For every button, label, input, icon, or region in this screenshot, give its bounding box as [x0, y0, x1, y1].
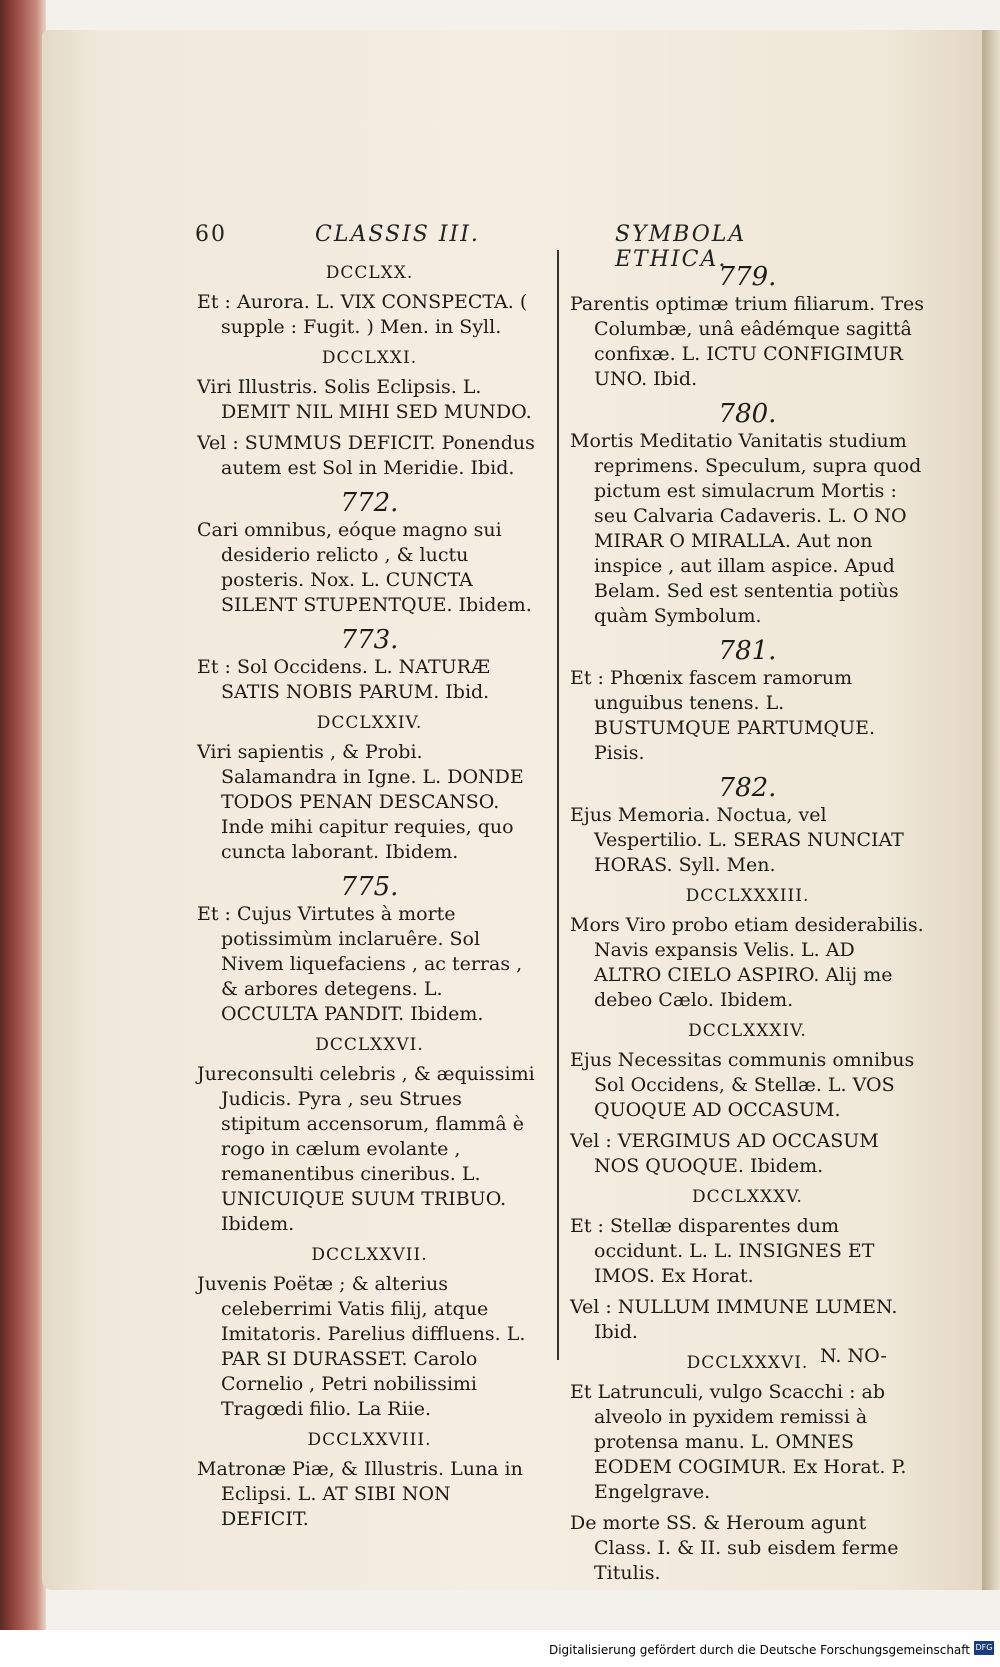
entry-heading: DCCLXX.	[325, 263, 414, 283]
entry	[570, 1511, 925, 1586]
dfg-logo: DFG	[974, 1641, 994, 1655]
footer-credit: Digitalisierung gefördert durch die Deutsche Forschungsgemeinschaft	[548, 1643, 970, 1657]
entry-text: Matronæ Piæ, & Illustris. Luna in Eclipsi. L. AT SIBI NON DEFICIT.	[197, 1458, 523, 1530]
entry	[570, 1019, 925, 1123]
entry-text: Et : Stellæ disparentes dum occidunt. L. L. INSIGNES ET IMOS. Ex Horat.	[570, 1215, 875, 1287]
right-column	[570, 255, 925, 1592]
entry	[197, 1033, 542, 1237]
entry	[570, 262, 925, 392]
header-right-title: SYMBOLA ETHICA.	[615, 222, 747, 272]
entry-heading: 772.	[340, 488, 399, 518]
entry	[570, 1129, 925, 1179]
entry	[197, 1428, 542, 1532]
catchword: N. NO-	[820, 1345, 887, 1367]
entry-text: Vel : NULLUM IMMUNE LUMEN. Ibid.	[570, 1296, 898, 1343]
entry-heading: 782.	[718, 773, 777, 803]
entry-text: Et : Sol Occidens. L. NATURÆ SATIS NOBIS PARUM. Ibid.	[197, 656, 490, 703]
entry	[197, 711, 542, 865]
entry-text: Mortis Meditatio Vanitatis studium reprimens. Speculum, supra quod pictum est simulacrum Mortis : seu Calvaria Cadaveris. L. O NO MIRAR O MIRALLA. Aut non inspice , aut illam aspice. Apud Belam. Sed est sententia potiùs quàm Symbolum.	[570, 430, 922, 627]
entry	[570, 773, 925, 878]
entry-text: Jureconsulti celebris , & æquissimi Judicis. Pyra , seu Strues stipitum accensorum, flammâ è rogo in cælum evolante , remanentibus cineribus. L. UNICUIQUE SUUM TRIBUO. Ibidem.	[197, 1063, 535, 1235]
entry-heading: DCCLXXVIII.	[307, 1430, 432, 1450]
entry	[197, 261, 542, 340]
entry	[197, 346, 542, 425]
entry-text: Et : Cujus Virtutes à morte potissimùm inclaruêre. Sol Nivem liquefaciens , ac terras , & arbores detegens. L. OCCULTA PANDIT. Ibidem.	[197, 903, 523, 1025]
entry-heading: 773.	[340, 625, 399, 655]
entry-text: Ejus Necessitas communis omnibus Sol Occidens, & Stellæ. L. VOS QUOQUE AD OCCASUM.	[570, 1049, 915, 1121]
next-page-edge	[982, 30, 1000, 1590]
entry-heading: DCCLXXXV.	[692, 1187, 803, 1207]
entry	[570, 1185, 925, 1289]
entry-text: Vel : VERGIMUS AD OCCASUM NOS QUOQUE. Ibidem.	[570, 1130, 879, 1177]
entry-heading: DCCLXXI.	[321, 348, 418, 368]
entry	[570, 1351, 925, 1505]
entry-heading: 781.	[718, 636, 777, 666]
column-divider	[557, 250, 559, 1360]
entry-heading: 775.	[340, 872, 399, 902]
entry-heading: 779.	[718, 262, 777, 292]
entry	[197, 625, 542, 705]
header-left-title: CLASSIS III.	[315, 222, 480, 247]
entry	[570, 1295, 925, 1345]
entry-text: Mors Viro probo etiam desiderabilis. Navis expansis Velis. L. AD ALTRO CIELO ASPIRO. Alij me debeo Cælo. Ibidem.	[570, 914, 924, 1011]
entry-heading: DCCLXXXIII.	[685, 886, 810, 906]
entry-text: Viri sapientis , & Probi. Salamandra in Igne. L. DONDE TODOS PENAN DESCANSO. Inde mihi capitur requies, quo cuncta laborant. Ibidem.	[197, 741, 524, 863]
entry-text: De morte SS. & Heroum agunt Class. I. & II. sub eisdem ferme Titulis.	[570, 1512, 899, 1584]
entry-text: Et : Phœnix fascem ramorum unguibus tenens. L. BUSTUMQUE PARTUMQUE. Pisis.	[570, 667, 876, 764]
entry	[197, 1243, 542, 1422]
entry-text: Vel : SUMMUS DEFICIT. Ponendus autem est Sol in Meridie. Ibid.	[197, 432, 535, 479]
entry-heading: DCCLXXXVI.	[686, 1353, 809, 1373]
entry	[197, 872, 542, 1027]
entry-heading: DCCLXXIV.	[316, 713, 423, 733]
entry-text: Juvenis Poëtæ ; & alterius celeberrimi Vatis filij, atque Imitatoris. Parelius diffluens. L. PAR SI DURASSET. Carolo Cornelio , Petri nobilissimi Tragœdi filio. La Riie.	[197, 1273, 526, 1420]
entry	[570, 884, 925, 1013]
book-edge	[0, 0, 46, 1630]
entry-heading: DCCLXXVI.	[315, 1035, 424, 1055]
entry-text: Cari omnibus, eóque magno sui desiderio relicto , & luctu posteris. Nox. L. CUNCTA SILENT STUPENTQUE. Ibidem.	[197, 519, 532, 616]
entry-text: Et Latrunculi, vulgo Scacchi : ab alveolo in pyxidem remissi à protensa manu. L. OMNES EODEM COGIMUR. Ex Horat. P. Engelgrave.	[570, 1381, 907, 1503]
entry	[570, 636, 925, 766]
page-number: 60	[195, 222, 227, 247]
left-column	[197, 255, 542, 1538]
entry-text: Ejus Memoria. Noctua, vel Vespertilio. L. SERAS NUNCIAT HORAS. Syll. Men.	[570, 804, 904, 876]
entry-heading: DCCLXXVII.	[311, 1245, 428, 1265]
entry-text: Et : Aurora. L. VIX CONSPECTA. ( supple : Fugit. ) Men. in Syll.	[197, 291, 528, 338]
entry-heading: 780.	[718, 399, 777, 429]
entry-text: Viri Illustris. Solis Eclipsis. L. DEMIT NIL MIHI SED MUNDO.	[197, 376, 532, 423]
entry-heading: DCCLXXXIV.	[688, 1021, 807, 1041]
entry	[197, 431, 542, 481]
entry-text: Parentis optimæ trium filiarum. Tres Columbæ, unâ eâdémque sagittâ confixæ. L. ICTU CONFIGIMUR UNO. Ibid.	[570, 293, 924, 390]
entry	[197, 488, 542, 618]
entry	[570, 399, 925, 629]
